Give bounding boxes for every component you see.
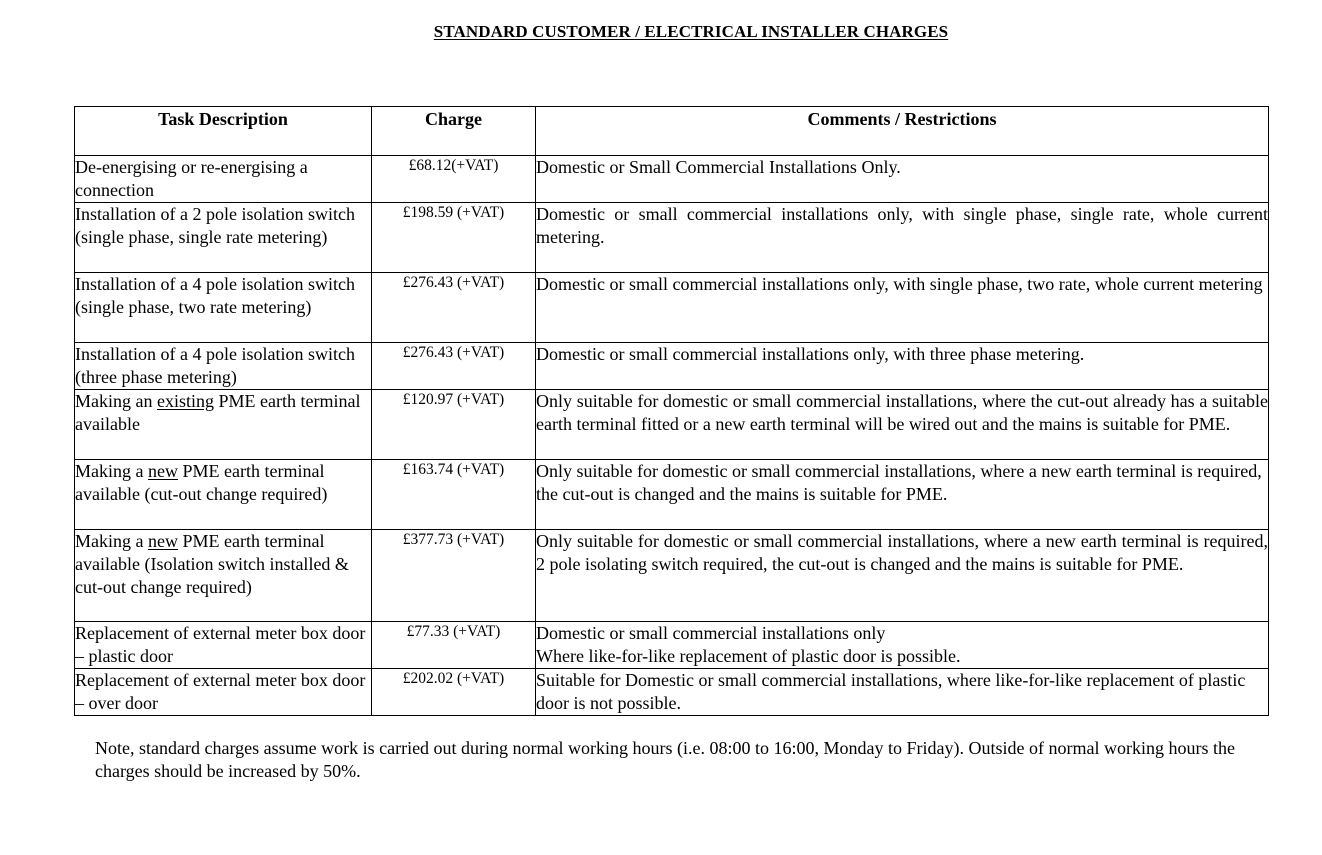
task-emphasis-new: new bbox=[147, 531, 178, 551]
table-row bbox=[75, 669, 1269, 716]
task-text-post: PME earth terminal available (cut-out change required) bbox=[75, 461, 328, 504]
comment-cell: Domestic or small commercial installations only, with three phase metering. bbox=[536, 343, 1269, 390]
task-cell bbox=[75, 460, 372, 530]
table-row bbox=[75, 156, 1269, 203]
charges-table bbox=[74, 106, 1269, 716]
task-text-pre: Making an bbox=[75, 391, 157, 411]
comment-cell: Domestic or Small Commercial Installations Only. bbox=[536, 156, 1269, 203]
charge-cell: £163.74 (+VAT) bbox=[372, 460, 536, 530]
table-row bbox=[75, 460, 1269, 530]
table-row bbox=[75, 530, 1269, 622]
task-cell bbox=[75, 390, 372, 460]
charge-cell: £77.33 (+VAT) bbox=[372, 622, 536, 669]
task-text-post: PME earth terminal available (Isolation switch installed & cut-out change required) bbox=[75, 531, 349, 597]
charge-cell: £276.43 (+VAT) bbox=[372, 273, 536, 343]
task-cell: Installation of a 2 pole isolation switch (single phase, single rate metering) bbox=[75, 203, 372, 273]
task-cell: Replacement of external meter box door – over door bbox=[75, 669, 372, 716]
charge-cell: £202.02 (+VAT) bbox=[372, 669, 536, 716]
document-title: STANDARD CUSTOMER / ELECTRICAL INSTALLER CHARGES bbox=[433, 22, 949, 41]
header-task-description: Task Description bbox=[75, 107, 372, 156]
task-text-post: PME earth terminal available bbox=[75, 391, 361, 434]
comment-line: Domestic or small commercial installations only bbox=[536, 623, 886, 643]
comment-line: Where like-for-like replacement of plastic door is possible. bbox=[536, 646, 961, 666]
table-row bbox=[75, 203, 1269, 273]
table-row bbox=[75, 622, 1269, 669]
footnote: Note, standard charges assume work is carried out during normal working hours (i.e. 08:00 to 16:00, Monday to Friday). Outside of normal working hours the charges should be increased by 50%. bbox=[95, 738, 1235, 781]
table-row bbox=[75, 343, 1269, 390]
charge-cell: £120.97 (+VAT) bbox=[372, 390, 536, 460]
task-text-pre: Making a bbox=[75, 461, 148, 481]
header-comments: Comments / Restrictions bbox=[536, 107, 1269, 156]
comment-cell: Suitable for Domestic or small commercial installations, where like-for-like replacement of plastic door is not possible. bbox=[536, 669, 1269, 716]
comment-cell: Only suitable for domestic or small commercial installations, where a new earth terminal is required, 2 pole isolating switch required, the cut-out is changed and the mains is suitable for PME. bbox=[536, 530, 1269, 622]
comment-cell: Only suitable for domestic or small commercial installations, where the cut-out already has a suitable earth terminal fitted or a new earth terminal will be wired out and the mains is suitable for PME. bbox=[536, 390, 1269, 460]
charge-cell: £377.73 (+VAT) bbox=[372, 530, 536, 622]
charge-cell: £198.59 (+VAT) bbox=[372, 203, 536, 273]
task-cell: Installation of a 4 pole isolation switch (three phase metering) bbox=[75, 343, 372, 390]
charge-cell: £276.43 (+VAT) bbox=[372, 343, 536, 390]
comment-cell bbox=[536, 622, 1269, 669]
table-row bbox=[75, 273, 1269, 343]
task-cell: De-energising or re-energising a connection bbox=[75, 156, 372, 203]
task-cell: Replacement of external meter box door – plastic door bbox=[75, 622, 372, 669]
comment-cell: Domestic or small commercial installations only, with single phase, single rate, whole current metering. bbox=[536, 203, 1269, 273]
task-text-pre: Making a bbox=[75, 531, 148, 551]
task-cell: Installation of a 4 pole isolation switch (single phase, two rate metering) bbox=[75, 273, 372, 343]
charge-cell: £68.12(+VAT) bbox=[372, 156, 536, 203]
comment-cell: Domestic or small commercial installations only, with single phase, two rate, whole current metering bbox=[536, 273, 1269, 343]
table-row bbox=[75, 390, 1269, 460]
task-cell bbox=[75, 530, 372, 622]
header-charge: Charge bbox=[372, 107, 536, 156]
table-header-row bbox=[75, 107, 1269, 156]
task-emphasis-existing: existing bbox=[156, 391, 214, 411]
comment-cell: Only suitable for domestic or small commercial installations, where a new earth terminal is required, the cut-out is changed and the mains is suitable for PME. bbox=[536, 460, 1269, 530]
task-emphasis-new: new bbox=[147, 461, 178, 481]
